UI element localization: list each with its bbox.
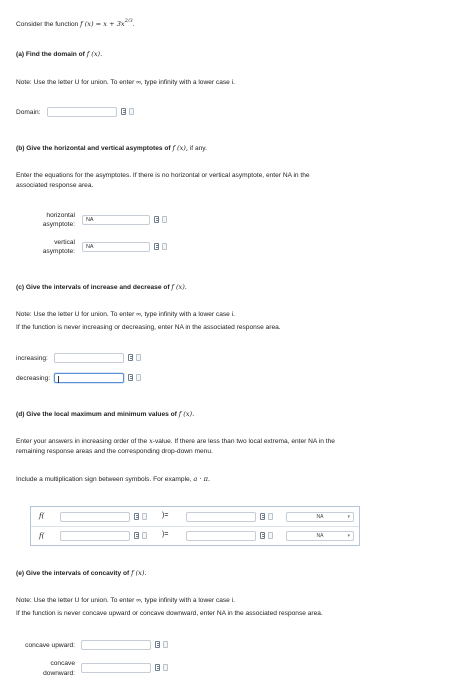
intro-text: Consider the function bbox=[16, 21, 79, 28]
part-d-instructions-1 bbox=[16, 437, 335, 445]
chevron-down-icon: ▾ bbox=[347, 533, 350, 539]
extrema-row-2 bbox=[31, 526, 359, 546]
equation-editor-icon[interactable] bbox=[260, 513, 265, 520]
extrema-1-x-input[interactable] bbox=[60, 512, 130, 522]
copy-icon[interactable] bbox=[162, 216, 167, 223]
copy-icon[interactable] bbox=[268, 532, 273, 539]
part-d-mult-note bbox=[16, 475, 210, 483]
equation-editor-icon[interactable] bbox=[154, 243, 159, 250]
part-e-prompt-text: (e) Give the intervals of concavity of bbox=[16, 570, 130, 577]
part-c-prompt bbox=[16, 283, 187, 291]
f-open-label: f( bbox=[39, 532, 45, 540]
horizontal-asymptote-input[interactable]: NA bbox=[82, 215, 150, 225]
part-d-instructions-1b: -value. If there are less than two local extrema, enter NA in the bbox=[152, 438, 335, 445]
increasing-input[interactable] bbox=[54, 353, 124, 363]
extrema-answer-group bbox=[30, 506, 360, 546]
intro-formula: f (x) = x + 3x bbox=[80, 20, 125, 28]
extrema-1-type-select[interactable] bbox=[286, 512, 354, 522]
concave-upward-input[interactable] bbox=[81, 640, 151, 650]
part-a-prompt-math: f (x). bbox=[86, 50, 103, 58]
copy-icon[interactable] bbox=[136, 354, 141, 361]
copy-icon[interactable] bbox=[142, 513, 147, 520]
extrema-row-1 bbox=[31, 507, 359, 526]
copy-icon[interactable] bbox=[163, 641, 168, 648]
concave-downward-input[interactable] bbox=[81, 663, 151, 673]
extrema-2-type-value: NA bbox=[316, 533, 324, 539]
part-a-prompt-text: (a) Find the domain of bbox=[16, 51, 85, 58]
part-b-prompt-math: f (x), bbox=[172, 144, 188, 152]
equation-editor-icon[interactable] bbox=[134, 532, 139, 539]
copy-icon[interactable] bbox=[129, 108, 134, 115]
vertical-label-line-1: vertical bbox=[54, 239, 75, 246]
part-e-prompt bbox=[16, 569, 147, 577]
vertical-asymptote-label bbox=[30, 238, 75, 256]
part-d-prompt-math: f (x). bbox=[178, 410, 195, 418]
part-b-instructions-1: Enter the equations for the asymptotes. If there is no horizontal or vertical asymptote, enter NA in the bbox=[16, 172, 310, 179]
part-d-instructions-2: remaining response areas and the corresponding drop-down menu. bbox=[16, 448, 213, 455]
part-d-instructions-1a: Enter your answers in increasing order of the bbox=[16, 438, 148, 445]
increasing-label: increasing: bbox=[16, 355, 48, 362]
concave-upward-label: concave upward: bbox=[25, 642, 75, 649]
part-a-note: Note: Use the letter U for union. To enter ∞, type infinity with a lower case i. bbox=[16, 79, 235, 86]
copy-icon[interactable] bbox=[162, 243, 167, 250]
extrema-1-type-value: NA bbox=[316, 514, 324, 520]
equation-editor-icon[interactable] bbox=[260, 532, 265, 539]
extrema-2-x-input[interactable] bbox=[60, 531, 130, 541]
horizontal-label-line-2: asymptote: bbox=[42, 221, 75, 228]
vertical-asymptote-input[interactable]: NA bbox=[82, 242, 150, 252]
part-d-prompt bbox=[16, 410, 194, 418]
decreasing-input[interactable] bbox=[54, 373, 124, 383]
f-open-label: f( bbox=[39, 512, 45, 520]
part-c-prompt-math: f (x). bbox=[171, 283, 187, 291]
domain-input[interactable] bbox=[47, 107, 117, 117]
part-a-prompt bbox=[16, 50, 102, 58]
part-d-mult-example: a · π. bbox=[193, 475, 211, 483]
copy-icon[interactable] bbox=[268, 513, 273, 520]
intro-line bbox=[16, 20, 135, 28]
part-e-note-2: If the function is never concave upward or concave downward, enter NA in the associated response area. bbox=[16, 610, 323, 617]
equation-editor-icon[interactable] bbox=[121, 108, 126, 115]
part-e-prompt-math: f (x). bbox=[131, 569, 147, 577]
close-equals-label: )= bbox=[162, 512, 169, 519]
copy-icon[interactable] bbox=[163, 664, 168, 671]
part-b-instructions-2: associated response area. bbox=[16, 182, 94, 189]
horizontal-label-line-1: horizontal bbox=[46, 212, 75, 219]
domain-label: Domain: bbox=[16, 109, 41, 116]
concave-downward-label bbox=[16, 659, 75, 679]
part-c-prompt-text: (c) Give the intervals of increase and decrease of bbox=[16, 284, 170, 291]
close-equals-label: )= bbox=[162, 531, 169, 538]
part-e-note: Note: Use the letter U for union. To enter ∞, type infinity with a lower case i. bbox=[16, 597, 235, 604]
part-b-prompt-text: (b) Give the horizontal and vertical asymptotes of bbox=[16, 145, 171, 152]
extrema-2-y-input[interactable] bbox=[186, 531, 256, 541]
intro-period: . bbox=[132, 21, 135, 28]
copy-icon[interactable] bbox=[136, 374, 141, 381]
text-cursor bbox=[58, 376, 59, 383]
extrema-2-type-select[interactable] bbox=[286, 531, 354, 541]
equation-editor-icon[interactable] bbox=[128, 374, 133, 381]
equation-editor-icon[interactable] bbox=[155, 664, 160, 671]
part-d-prompt-text: (d) Give the local maximum and minimum values of bbox=[16, 411, 177, 418]
part-d-instructions-x: x bbox=[149, 437, 153, 445]
decreasing-label: decreasing: bbox=[16, 375, 51, 382]
part-c-note-2: If the function is never increasing or decreasing, enter NA in the associated response area. bbox=[16, 324, 281, 331]
equation-editor-icon[interactable] bbox=[134, 513, 139, 520]
part-c-note: Note: Use the letter U for union. To enter ∞, type infinity with a lower case i. bbox=[16, 311, 235, 318]
extrema-1-y-input[interactable] bbox=[186, 512, 256, 522]
part-b-prompt bbox=[16, 144, 207, 152]
equation-editor-icon[interactable] bbox=[155, 641, 160, 648]
concave-downward-label-line-1: concave bbox=[50, 660, 75, 667]
intro-exponent: 2/3 bbox=[124, 18, 133, 24]
equation-editor-icon[interactable] bbox=[154, 216, 159, 223]
vertical-label-line-2: asymptote: bbox=[42, 248, 75, 255]
chevron-down-icon: ▾ bbox=[347, 514, 350, 520]
concave-downward-label-line-2: downward: bbox=[43, 670, 75, 677]
part-d-mult-text: Include a multiplication sign between symbols. For example, bbox=[16, 476, 192, 483]
horizontal-asymptote-label bbox=[30, 211, 75, 229]
equation-editor-icon[interactable] bbox=[128, 354, 133, 361]
part-b-prompt-end: if any. bbox=[189, 145, 207, 152]
copy-icon[interactable] bbox=[142, 532, 147, 539]
